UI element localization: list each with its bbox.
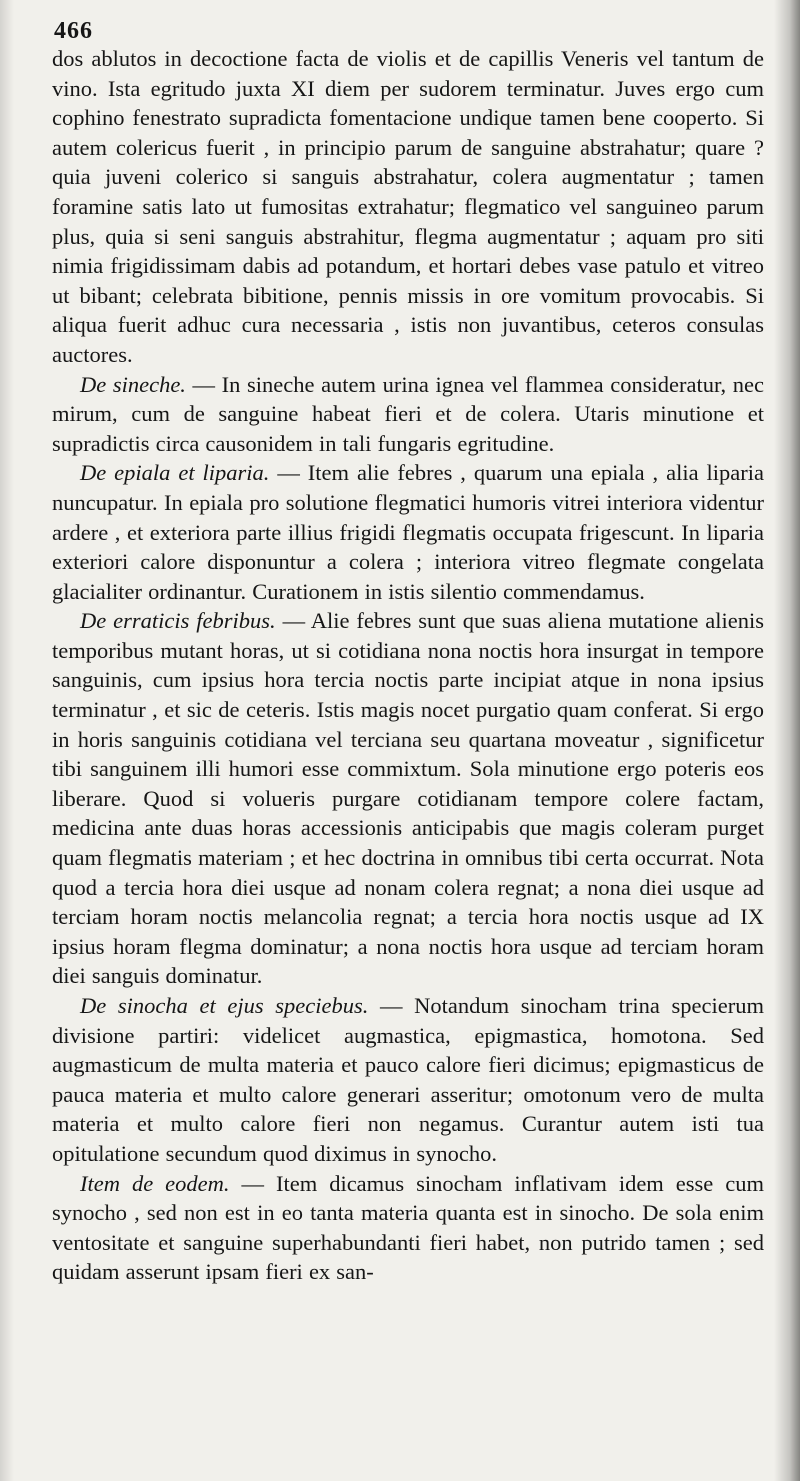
section-heading: Item de eodem. [80,1170,230,1196]
page-gutter-shadow [0,0,14,1481]
paragraph-de-sineche [52,370,764,459]
body-text [52,44,764,1287]
section-heading: De epiala et liparia. [80,460,270,486]
page-number: 466 [54,18,93,44]
paragraph-text: — Item alie febres , quarum una epiala , alia liparia nuncupatur. In epiala pro solutione flegmatici humoris vitrei interiora videntur ardere , et exteriora parte illius frigidi flegmatis occupata frigescunt. In liparia exteriori calore disponuntur a colera ; interiora vitreo flegmate congelata glacialiter ordinantur. Curationem in istis silentio commendamus. [52,460,764,604]
paragraph-text: dos ablutos in decoctione facta de violis et de capillis Veneris vel tantum de vino. Ista egritudo juxta XI diem per sudorem terminatur. Juves ergo cum cophino fenestrato supradicta fomentacione undique tamen bene cooperto. Si autem colericus fuerit , in principio parum de sanguine abstrahatur; quare ? quia juveni colerico si sanguis abstrahatur, colera augmentatur ; tamen foramine satis lato ut fumositas extrahatur; flegmatico vel sanguineo parum plus, quia si seni sanguis abstrahitur, flegma augmentatur ; aquam pro siti nimia frigidissimam dabis ad potandum, et hortari debes vase patulo et vitreo ut bibant; celebrata bibitione, pennis missis in ore vomitum provocabis. Si aliqua fuerit adhuc cura necessaria , istis non juvantibus, ceteros consulas auctores. [52,46,764,367]
page-edge-shadow [774,0,800,1481]
section-heading: De sineche. [80,371,186,397]
paragraph-text: — In sineche autem urina ignea vel flammea consideratur, nec mirum, cum de sanguine habeat fieri et de colera. Utaris minutione et supradictis circa causonidem in tali fungaris egritudine. [52,371,764,456]
paragraph-continuation [52,44,764,370]
section-heading: De erraticis febribus. [80,608,276,634]
paragraph-de-erraticis [52,606,764,991]
paragraph-text: — Item dicamus sinocham inflativam idem esse cum synocho , sed non est in eo tanta materia quanta est in sinocho. De sola enim ventositate et sanguine superhabundanti fieri habet, non putrido tamen ; sed quidam asserunt ipsam fieri ex san- [52,1170,764,1285]
paragraph-de-epiala [52,458,764,606]
paragraph-item-de-eodem [52,1169,764,1287]
paragraph-text: — Alie febres sunt que suas aliena mutatione alienis temporibus mutant horas, ut si cotidiana nona noctis hora insurgat in tempore sanguinis, cum ipsius hora tercia noctis parte incipiat atque in nona ipsius terminatur , et sic de ceteris. Istis magis nocet purgatio quam conferat. Si ergo in horis sanguinis cotidiana vel terciana seu quartana moveatur , significetur tibi sanguinem illi humori esse commixtum. Sola minutione ergo poteris eos liberare. Quod si volueris purgare cotidianam tempore colere factam, medicina ante duas horas accessionis anticipabis que magis coleram purget quam flegmatis materiam ; et hec doctrina in omnibus tibi certa occurrat. Nota quod a tercia hora diei usque ad nonam colera regnat; a nona diei usque ad terciam horam noctis melancolia regnat; a tercia hora noctis usque ad IX ipsius horam flegma dominatur; a nona noctis hora usque ad terciam horam diei sanguis dominatur. [52,608,764,989]
paragraph-text: — Notandum sinocham trina specierum divisione partiri: videlicet augmastica, epigmastica, homotona. Sed augmasticum de multa materia et pauco calore fieri dicimus; epigmasticus de pauca materia et multo calore generari asseritur; omotonum vero de multa materia et multo calore fieri non negamus. Curantur autem isti tua opitulatione secundum quod diximus in synocho. [52,993,764,1166]
section-heading: De sinocha et ejus speciebus. [80,993,369,1018]
paragraph-de-sinocha [52,991,764,1169]
